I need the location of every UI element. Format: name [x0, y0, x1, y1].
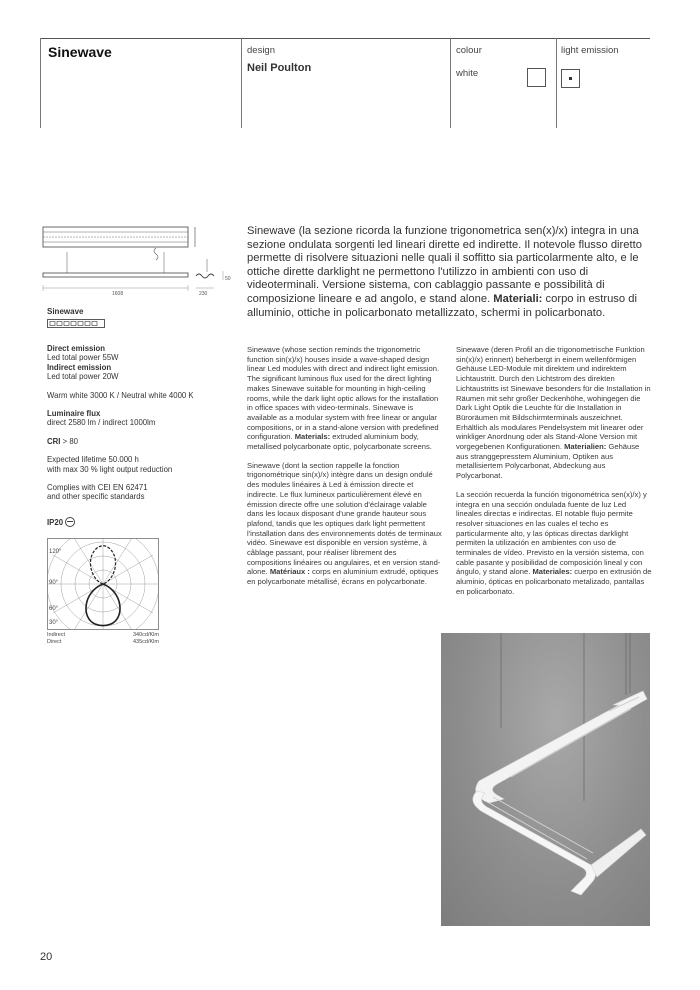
- product-name: Sinewave: [48, 44, 112, 60]
- french-text: Sinewave (dont la section rappelle la fonction trigonométrique sin(x)/x) intègre dans un design ondulé des modules linéaires à Led à émission directe et indirecte. Le flux lumineux particulièrement élevé en émission directe offre une solution d'éclairage valable dans les locaux disposant d'une grande hauteur sous plafond, tandis que les optiques dark light permettent l'installation dans des environnements dotés de terminaux vidéo. Sinewave est disponible en version système, à câblage passant, pour réaliser librement des compositions linéaires ou angulaires, et en version stand-alone.: [247, 460, 442, 577]
- colour-value: white: [456, 68, 479, 79]
- column-right: [456, 345, 652, 606]
- dimension-height: 50: [225, 276, 231, 282]
- white-colour-swatch: [527, 68, 546, 87]
- polar-legend: [47, 632, 159, 646]
- luminaire-flux-value: direct 2580 lm / indirect 1000lm: [47, 418, 156, 428]
- polar-diagram: [47, 538, 159, 630]
- lifetime-line-1: Expected lifetime 50.000 h: [47, 455, 139, 465]
- colour-label: colour: [456, 45, 482, 56]
- english-text: Sinewave (whose section reminds the trigonometric function sin(x)/x) houses inside a wave-shaped design linear Led modules with direct and indirect light emission. The significant luminous flux used for the direct lighting makes Sinewave suitable for mounting in high-ceiling rooms, while the dark light optic allows for the installation in office spaces with video-terminals. Sinewave is available as a modular system with free linear or angular compositions, or in a stand-alone version with predefined configuration.: [247, 345, 440, 442]
- ip-class-icon: [65, 517, 75, 527]
- indirect-emission-value: Led total power 20W: [47, 372, 119, 382]
- spanish-materials-label: Materiales:: [532, 567, 573, 577]
- cri-value: > 80: [62, 436, 79, 446]
- legend-direct-value: 435cd/Klm: [133, 639, 159, 645]
- luminaire-flux-label: Luminaire flux: [47, 409, 101, 419]
- polar-angle-label: 30°: [49, 620, 59, 626]
- complies-line-2: and other specific standards: [47, 492, 145, 502]
- german-materials-text: Gehäuse aus stranggepresstem Aluminium, Optiken aus metallisiertem Polycarbonat, Abdeckung aus Polycarbonat.: [456, 442, 640, 481]
- italian-description: [247, 225, 652, 320]
- legend-indirect-value: 340cd/Klm: [133, 632, 159, 638]
- color-temperature: Warm white 3000 K / Neutral white 4000 K: [47, 390, 194, 400]
- dimension-length: 1608: [112, 291, 124, 297]
- french-materials-text: corps en aluminium extrudé, optiques en polycarbonate métallisé, écrans en polycarbonate.: [247, 567, 439, 587]
- header-divider: [556, 38, 557, 128]
- direct-emission-value: Led total power 55W: [47, 353, 119, 363]
- spanish-text: La sección recuerda la función trigonométrica sen(x)/x) y integra en una sección ondulada fuente de luz Led lineales directas e indirectas. El notable flujo permite resolver situaciones en las cuales el techo es particularmente alto, y las ópticas directas darklight permiten la utilización en ambientes con uso de terminales de vídeo. Previsto en la versión sistema, con cable pasante y posibilidad de composición lineal y con ángulo, y stand alone.: [456, 489, 647, 577]
- legend-direct-label: Direct: [47, 639, 62, 645]
- english-materials-label: Materials:: [294, 432, 331, 442]
- ip-label: IP20: [47, 518, 64, 527]
- lifetime-line-2: with max 30 % light output reduction: [47, 464, 173, 474]
- ip-rating: [47, 517, 75, 527]
- german-text: Sinewave (deren Profil an die trigonometrische Funktion sin(x)/x) erinnert) beherbergt in einem wellenförmigen Gehäuse LED-Module mit direktem und indirektem Lichtaustritt. Durch den Lichtstrom des direkten Lichtaustritts ist Sinewave besonders für die Installation in Räumen mit sehr großer Deckenhöhe, wohingegen die Dark Light Optik die Leuchte für die Installation in Büroräumen mit Bildschirmterminals auszeichnet. Erhältlich als modulares Pendelsystem mit linearer oder winkliger Anordnung oder als Stand-Alone Version mit vorgegebenen Konfigurationen.: [456, 345, 651, 452]
- spec-title: Sinewave: [47, 307, 84, 316]
- indirect-emission-label: Indirect emission: [47, 362, 112, 372]
- italian-text: Sinewave (la sezione ricorda la funzione trigonometrica sen(x)/x) integra in una sezione ondulata sorgenti led lineari dirette ed indirette. Il notevole flusso diretto permette di risolvere situazioni nelle quali il soffitto sia particolarmente alto, e le ottiche dirette darklight ne permettono l'utilizzo in ambienti con uso di videoterminali. Versione sistema, con cablaggio passante e possibilità di composizione lineare e ad angolo, e stand alone.: [247, 225, 642, 305]
- dimension-width: 230: [199, 291, 208, 297]
- cri-label: CRI: [47, 436, 61, 446]
- polar-angle-label: 120°: [49, 549, 62, 555]
- italian-materials-text: corpo in estruso di alluminio, ottiche in policarbonato metallizzato, schermi in policarbonato.: [247, 292, 637, 319]
- design-label: design: [247, 45, 275, 56]
- header-divider: [450, 38, 451, 128]
- spanish-description: [456, 490, 652, 597]
- spec-block: [47, 344, 232, 502]
- italian-materials-label: Materiali:: [493, 292, 543, 305]
- column-left: [247, 345, 442, 596]
- light-emission-label: light emission: [561, 45, 619, 56]
- french-description: [247, 461, 442, 587]
- polar-angle-label: 60°: [49, 606, 59, 612]
- product-photo: [441, 633, 650, 926]
- complies-line-1: Complies with CEI EN 62471: [47, 483, 148, 493]
- led-module-icon: [47, 319, 107, 329]
- header-rule: [40, 38, 650, 39]
- german-description: [456, 345, 652, 481]
- spanish-materials-text: cuerpo en extrusión de aluminio, ópticas en policarbonato metalizado, pantallas en policarbonato.: [456, 567, 652, 596]
- page-number: 20: [40, 951, 53, 963]
- header-divider: [40, 38, 41, 128]
- designer-name: Neil Poulton: [247, 62, 312, 74]
- english-description: [247, 345, 442, 452]
- german-materials-label: Materialien:: [564, 442, 607, 452]
- legend-indirect-label: Indirect: [47, 632, 66, 638]
- french-materials-label: Matériaux :: [269, 567, 310, 577]
- header-divider: [241, 38, 242, 128]
- direct-emission-label: Direct emission: [47, 344, 106, 353]
- light-emission-icon: [561, 69, 580, 88]
- polar-angle-label: 90°: [49, 580, 59, 586]
- english-materials-text: extruded aluminium body, metallised polycarbonate optic, polycarbonate screens.: [247, 432, 432, 452]
